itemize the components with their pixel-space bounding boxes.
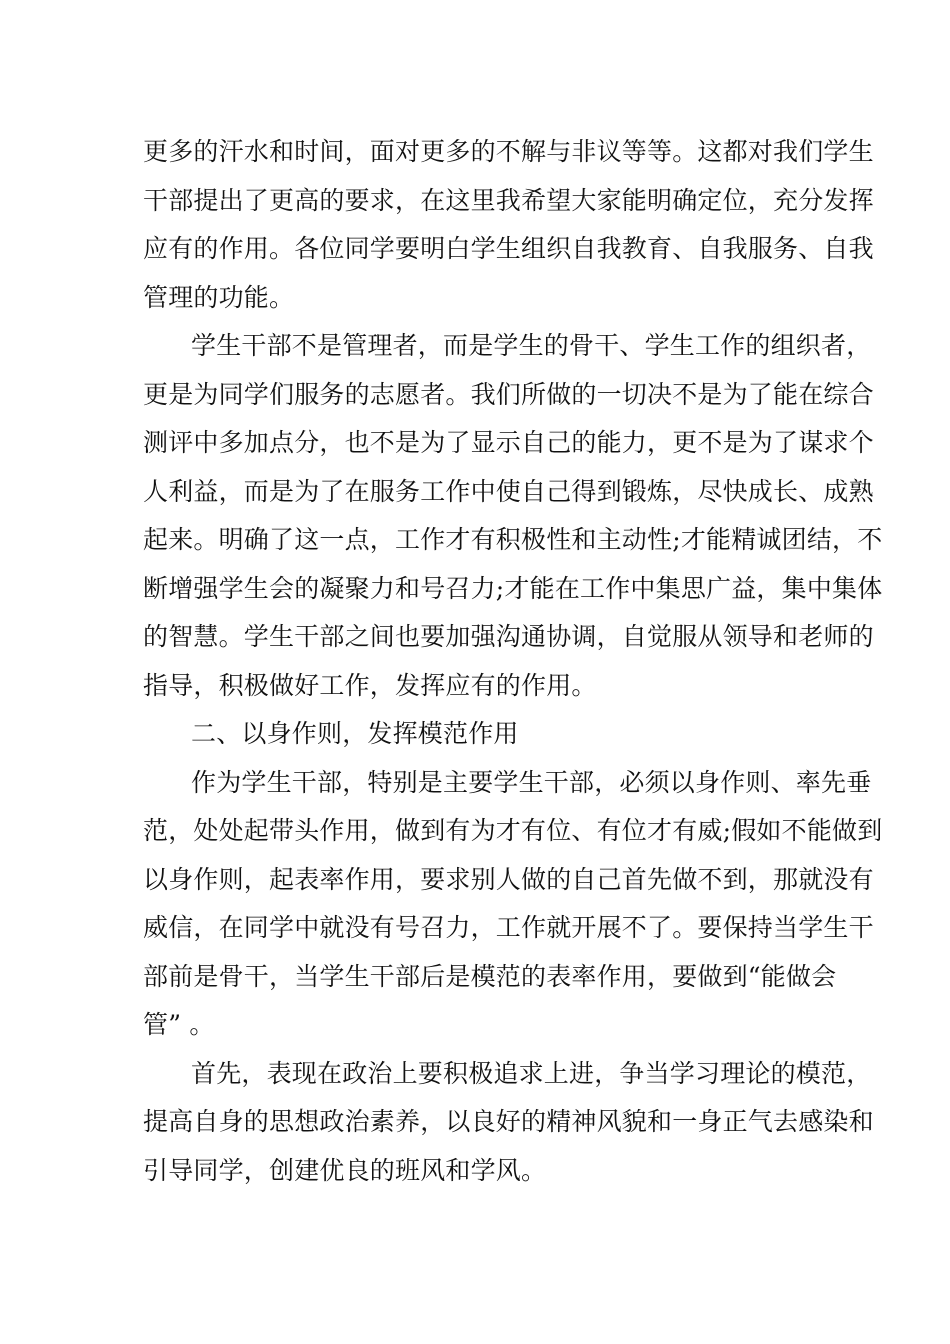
text-line: 引导同学，创建优良的班风和学风。 <box>143 1155 547 1185</box>
text-line: 管” 。 <box>143 1010 215 1039</box>
text-line: 测评中多加点分，也不是为了显示自己的能力，更不是为了谋求个 <box>143 428 874 457</box>
text-line: 断增强学生会的凝聚力和号召力;才能在工作中集思广益，集中集体 <box>143 573 883 603</box>
paragraph-first-line: 首先，表现在政治上要积极追求上进，争当学习理论的模范， <box>191 1058 872 1088</box>
paragraph-first-line: 作为学生干部，特别是主要学生干部，必须以身作则、率先垂 <box>191 767 872 797</box>
section-heading: 二、以身作则，发挥模范作用 <box>191 719 519 748</box>
text-line: 提高自身的思想政治素养，以良好的精神风貌和一身正气去感染和 <box>143 1107 874 1136</box>
text-line: 干部提出了更高的要求，在这里我希望大家能明确定位，充分发挥 <box>143 185 874 215</box>
text-line: 以身作则，起表率作用，要求别人做的自己首先做不到，那就没有 <box>143 864 874 894</box>
text-line: 部前是骨干，当学生干部后是模范的表率作用，要做到“能做会 <box>143 961 837 991</box>
text-line: 威信，在同学中就没有号召力，工作就开展不了。要保持当学生干 <box>143 913 874 942</box>
text-line: 的智慧。学生干部之间也要加强沟通协调，自觉服从领导和老师的 <box>143 622 874 651</box>
text-line: 更多的汗水和时间，面对更多的不解与非议等等。这都对我们学生 <box>143 137 874 166</box>
document-body <box>143 128 883 1195</box>
text-line: 更是为同学们服务的志愿者。我们所做的一切决不是为了能在综合 <box>143 379 874 409</box>
text-line: 起来。明确了这一点，工作才有积极性和主动性;才能精诚团结，不 <box>143 525 883 554</box>
text-line: 人利益，而是为了在服务工作中使自己得到锻炼，尽快成长、成熟 <box>143 476 874 506</box>
text-line: 管理的功能。 <box>143 282 295 312</box>
paragraph-first-line: 学生干部不是管理者，而是学生的骨干、学生工作的组织者， <box>191 331 872 360</box>
text-line: 应有的作用。各位同学要明白学生组织自我教育、自我服务、自我 <box>143 234 874 263</box>
text-line: 范，处处起带头作用，做到有为才有位、有位才有威;假如不能做到 <box>143 816 883 845</box>
text-line: 指导，积极做好工作，发挥应有的作用。 <box>143 670 597 700</box>
